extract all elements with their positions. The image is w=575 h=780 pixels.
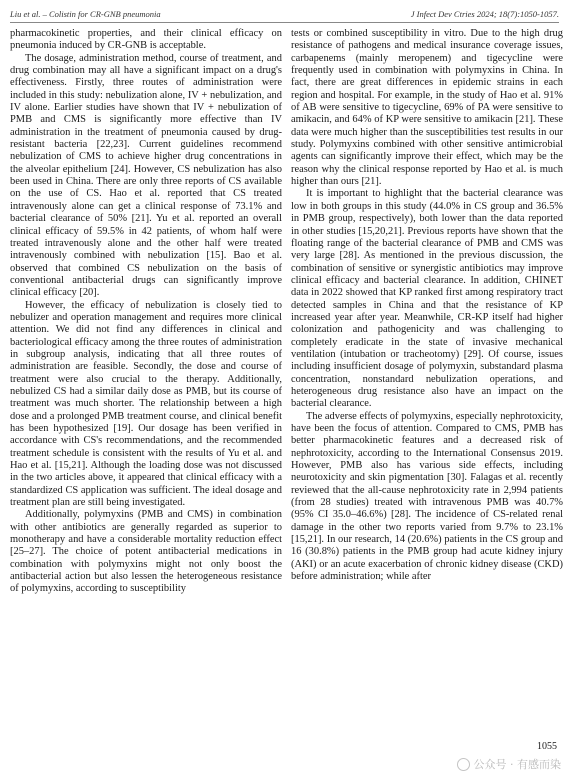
paragraph: It is important to highlight that the bacterial clearance was low in both groups in this study (44.0% in CS group and 36.5% in PMB group, respectively), both lower than the data reported in other studies [15,20,21]. Previous reports have shown that the floating range of the bacterial clearance of PMB and CMS was very large [28]. As mentioned in the previous discussion, the combination of sensitive or synergistic antibiotics may improve clinical efficacy and bacterial clearance. In addition, CHINET data in 2022 showed that KP ranked first among respiratory tract detected samples in China and that the resistance of KP increased year after year. Meanwhile, CR-KP itself had higher colonization and pathogenicity and was challenging to completely eradicate in the state of invasive mechanical ventilation (intubation or tracheotomy) [29]. Of course, issues including insufficient dosage of polymyxin, substandard plasma concentration, nonstandard nebulization operations, and heterogeneous drug resistance also have an impact on the bacterial clearance. (291, 188, 563, 410)
wechat-icon (457, 758, 470, 771)
paragraph: pharmacokinetic properties, and their clinical efficacy on pneumonia induced by CR-GNB is acceptable. (10, 28, 282, 52)
paragraph: The adverse effects of polymyxins, especially nephrotoxicity, have been the focus of attention. Compared to CMS, PMB has better pharmacokinetic features and a decreased risk of nephrotoxicity, according to the International Consensus 2019. However, PMB also has various side effects, including neurotoxicity and skin pigmentation [30]. Falagas et al. recently reviewed that the all-cause nephrotoxicity rate in 2,994 patients (from 28 studies) treated with intravenous PMB was 40.7% (95% CI 35.0–46.6%) [28]. The incidence of CS-related renal damage in the other two reports varied from 9.7% to 23.1% [15,21]. In our research, 14 (20.6%) patients in the CS group and 16 (30.8%) patients in the PMB group had acute kidney injury (AKI) or an acute exacerbation of chronic kidney disease (CKD) before administration; while after (291, 410, 563, 583)
paragraph: Additionally, polymyxins (PMB and CMS) in combination with other antibiotics are generally regarded as superior to monotherapy and have a considerable mortality reduction effect [25–27]. The choice of potent antibacterial medications in combination with polymyxins might not only boost the antibacterial action but also lessen the heterogeneous resistance of polymyxins, according to susceptibility (10, 509, 282, 595)
paragraph: However, the efficacy of nebulization is closely tied to nebulizer and operation management and requires more clinical attention. We did not find any differences in clinical and bacteriological efficacy among the three routes of administration in subgroup analysis, indicating that all three routes of administration are feasible. Secondly, the dose and course of treatment were also crucial to the therapy. Additionally, nebulized CS had a similar daily dose as PMB, but its course of treatment was much shorter. The relationship between a high dose and a prolonged PMB treatment course, and clinical benefit has been hypothesized [19]. Our dosage has been verified in accordance with CS's recommendations, and the recommended treatment schedule is consistent with the results of Yu et al. and Hao et al. [15,21]. Although the loading dose was not discussed in the two articles above, it appeared that clinical efficacy with a standardized CS application was sufficient. The ideal dosage and treatment plan are still being investigated. (10, 299, 282, 509)
paragraph: The dosage, administration method, course of treatment, and drug combination may all have a significant impact on a drug's effectiveness. Firstly, three routes of administration were included in this study: nebulization alone, IV + nebulization, and IV alone. Earlier studies have shown that IV + nebulization of PMB and CMS is significantly more effective than IV administration in the treatment of pneumonia caused by drug-resistant bacteria [22,23]. Current guidelines recommend nebulization of CMS to achieve higher drug concentrations in the alveolar epithelium [24]. However, CS nebulization has also been used in China. There are only three reports of CS available on the use of CS. Hao et al. reported that CS treated intravenously alone can get a clinical response of 73.1% and bacterial clearance of 50% [21]. Yu et al. reported an overall clinical efficacy of 59.5% in 42 patients, of whom half were treated intravenously alone and the other half were treated intravenously combined with nebulization [15]. Bao et al. observed that combined CS nebulization on the basis of conventional antibacterial drugs can significantly improve clinical efficacy [20]. (10, 52, 282, 299)
watermark (457, 756, 562, 772)
right-column (291, 28, 563, 583)
watermark-text: 公众号 · 有感而染 (473, 758, 561, 771)
left-column (10, 28, 282, 596)
paragraph: tests or combined susceptibility in vitro. Due to the high drug resistance of pathogens and medical insurance coverage issues, carbapenems (mainly meropenem) and tigecycline were frequently used in combination with polymyxins in China. In fact, there are great differences in epidemic strains in each region and hospital. For example, in the study of Hao et al. 91% of AB were sensitive to tigecycline, 69% of PA were sensitive to amikacin, and 64% of KP were sensitive to amikacin [21]. These data were much higher than the susceptibilities test results in our study. Polymyxins combined with other sensitive antimicrobial agents can significantly improve their effect, which may be the reason why the clinical response reported by Hao et al. is much higher than ours [21]. (291, 28, 563, 188)
header-divider (10, 22, 559, 23)
page-number: 1055 (537, 741, 557, 752)
header-journal-citation: J Infect Dev Ctries 2024; 18(7):1050-1057. (410, 9, 559, 19)
header-article-title: Liu et al. – Colistin for CR-GNB pneumonia (10, 9, 161, 19)
